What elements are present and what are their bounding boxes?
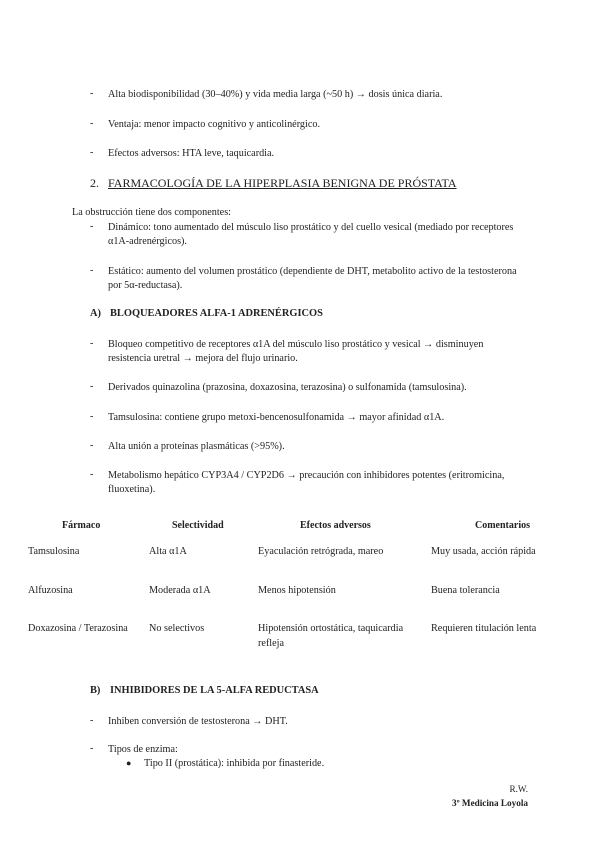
list-item: Inhiben conversión de testosterona → DHT.: [108, 716, 288, 727]
subsection-letter: A): [90, 308, 101, 319]
intro-text: La obstrucción tiene dos componentes:: [72, 207, 231, 218]
table-cell: Hipotensión ortostática, taquicardia refleja: [258, 623, 404, 649]
list-item: Alta unión a proteínas plasmáticas (>95%).: [108, 441, 285, 452]
bullet-dash: -: [90, 118, 94, 129]
table-header: Fármaco: [62, 520, 101, 531]
footer-initials: R.W.: [509, 784, 528, 794]
footer-course: 3º Medicina Loyola: [451, 798, 528, 808]
table-header: Comentarios: [475, 520, 530, 531]
table-cell: Alta α1A: [149, 546, 187, 557]
subsection-title: BLOQUEADORES ALFA-1 ADRENÉRGICOS: [110, 308, 323, 319]
bullet-dash: -: [90, 440, 94, 451]
table-cell: Buena tolerancia: [431, 585, 500, 596]
table-cell: Tamsulosina: [28, 546, 80, 557]
section-title: FARMACOLOGÍA DE LA HIPERPLASIA BENIGNA DE PRÓSTATA: [108, 176, 457, 190]
table-cell: Menos hipotensión: [258, 585, 336, 596]
bullet-dot: ●: [126, 758, 132, 768]
table-header: Selectividad: [172, 520, 224, 531]
table-cell: No selectivos: [149, 623, 205, 634]
table-header: Efectos adversos: [300, 520, 371, 531]
table-cell: Muy usada, acción rápida: [431, 546, 536, 557]
list-item: Tipo II (prostática): inhibida por finasteride.: [144, 758, 325, 769]
bullet-dash: -: [90, 338, 94, 349]
table-cell: Requieren titulación lenta: [431, 623, 537, 634]
table-cell: Eyaculación retrógrada, mareo: [258, 546, 384, 557]
list-item: Metabolismo hepático CYP3A4 / CYP2D6 → precaución con inhibidores potentes (eritromicina, fluoxetina).: [108, 470, 505, 495]
bullet-dash: -: [90, 411, 94, 422]
subsection-title: INHIBIDORES DE LA 5-ALFA REDUCTASA: [110, 685, 319, 696]
list-item: Estático: aumento del volumen prostático (dependiente de DHT, metabolito activo de la testosterona por 5α-reductasa).: [108, 266, 517, 291]
table-cell: Alfuzosina: [28, 585, 73, 596]
table-cell: Doxazosina / Terazosina: [28, 623, 128, 634]
bullet-dash: -: [90, 715, 94, 726]
bullet-dash: -: [90, 88, 94, 99]
section-number: 2.: [90, 176, 99, 190]
bullet-dash: -: [90, 381, 94, 392]
table-cell: Moderada α1A: [149, 585, 211, 596]
list-item: Efectos adversos: HTA leve, taquicardia.: [108, 148, 275, 159]
list-item: Bloqueo competitivo de receptores α1A del músculo liso prostático y vesical → disminuyen resistencia uretral → mejora del flujo urinario.: [108, 339, 484, 364]
list-item: Alta biodisponibilidad (30–40%) y vida media larga (~50 h) → dosis única diaria.: [108, 89, 443, 100]
bullet-dash: -: [90, 743, 94, 754]
subsection-letter: B): [90, 685, 101, 696]
bullet-dash: -: [90, 221, 94, 232]
list-item: Tamsulosina: contiene grupo metoxi-bencenosulfonamida → mayor afinidad α1A.: [108, 412, 445, 423]
list-item: Tipos de enzima:: [108, 744, 178, 755]
list-item: Derivados quinazolina (prazosina, doxazosina, terazosina) o sulfonamida (tamsulosina).: [108, 382, 467, 393]
list-item: Ventaja: menor impacto cognitivo y anticolinérgico.: [108, 119, 320, 130]
list-item: Dinámico: tono aumentado del músculo liso prostático y del cuello vesical (mediado por receptores α1A-adrenérgicos).: [108, 222, 514, 247]
bullet-dash: -: [90, 265, 94, 276]
bullet-dash: -: [90, 147, 94, 158]
bullet-dash: -: [90, 469, 94, 480]
